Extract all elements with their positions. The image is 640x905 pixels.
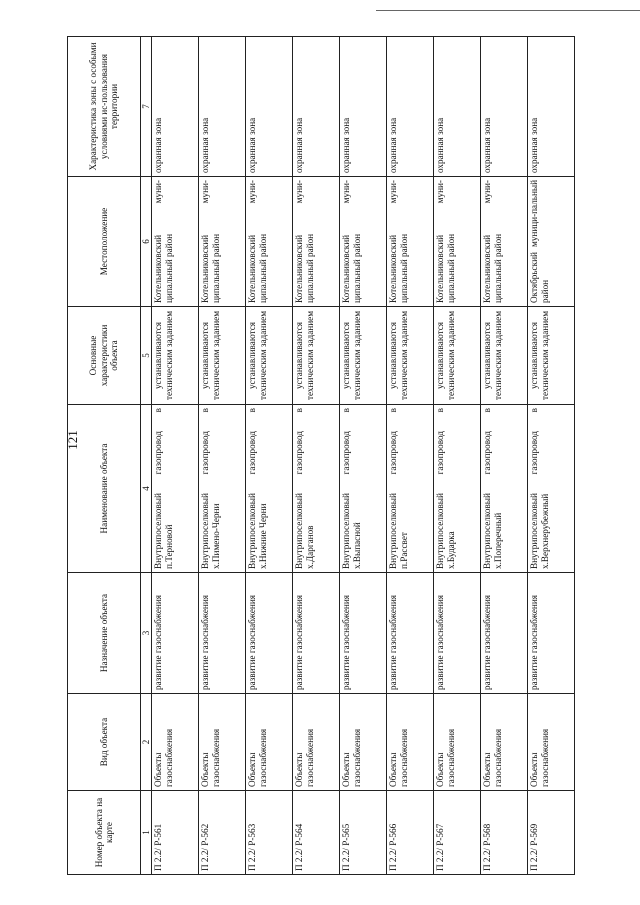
zone-characteristic: охранная зона: [293, 37, 340, 177]
object-number: П 2.2/ Р-565: [340, 791, 387, 875]
object-number: П 2.2/ Р-561: [152, 791, 199, 875]
object-kind: Объекты газоснабжения: [246, 694, 293, 791]
object-purpose: развитие газоснабжения: [481, 573, 528, 694]
header-zone: Характеристика зоны с особыми условиями ис-пользования территории: [68, 37, 141, 177]
object-kind: Объекты газоснабжения: [387, 694, 434, 791]
object-characteristics: устанавливаются техническим заданием: [152, 307, 199, 405]
zone-characteristic: охранная зона: [340, 37, 387, 177]
column-number: 7: [141, 37, 152, 177]
object-number: П 2.2/ Р-564: [293, 791, 340, 875]
column-number: 1: [141, 791, 152, 875]
object-characteristics: устанавливаются техническим заданием: [340, 307, 387, 405]
table-row: [340, 37, 387, 875]
object-purpose: развитие газоснабжения: [152, 573, 199, 694]
object-kind: Объекты газоснабжения: [199, 694, 246, 791]
object-purpose: развитие газоснабжения: [434, 573, 481, 694]
object-name: [152, 405, 199, 573]
object-name-line1: Внутрипоселковый газопровод в: [294, 408, 305, 569]
table-row: [246, 37, 293, 875]
object-purpose: развитие газоснабжения: [293, 573, 340, 694]
table-row: [434, 37, 481, 875]
object-number: П 2.2/ Р-569: [528, 791, 575, 875]
object-name-line2: х.Нижние Черни: [257, 503, 268, 569]
column-number: 6: [141, 177, 152, 307]
header-object-kind: Вид объекта: [68, 694, 141, 791]
object-name-line2: х.Выпасной: [351, 522, 362, 569]
zone-characteristic: охранная зона: [528, 37, 575, 177]
object-name-line1: Внутрипоселковый газопровод в: [529, 408, 540, 569]
object-location: Котельниковский муни-ципальный район: [434, 177, 481, 307]
object-name: [246, 405, 293, 573]
object-purpose: развитие газоснабжения: [387, 573, 434, 694]
object-characteristics: устанавливаются техническим заданием: [246, 307, 293, 405]
object-location: Котельниковский муни-ципальный район: [246, 177, 293, 307]
header-object-number: Номер объекта на карте: [68, 791, 141, 875]
object-location: Котельниковский муни-ципальный район: [199, 177, 246, 307]
object-name-line1: Внутрипоселковый газопровод в: [341, 408, 352, 569]
object-characteristics: устанавливаются техническим заданием: [199, 307, 246, 405]
header-location: Местоположение: [68, 177, 141, 307]
object-location: Котельниковский муни-ципальный район: [481, 177, 528, 307]
object-kind: Объекты газоснабжения: [340, 694, 387, 791]
object-number: П 2.2/ Р-567: [434, 791, 481, 875]
table-row: [387, 37, 434, 875]
object-purpose: развитие газоснабжения: [340, 573, 387, 694]
objects-table: [67, 36, 575, 875]
object-name-line2: п.Рассвет: [398, 532, 409, 569]
object-kind: Объекты газоснабжения: [434, 694, 481, 791]
object-name-line2: х.Дарганов: [304, 525, 315, 569]
zone-characteristic: охранная зона: [434, 37, 481, 177]
table-row: [528, 37, 575, 875]
table-header-row: [68, 37, 141, 875]
header-object-characteristics: Основные характеристики объекта: [68, 307, 141, 405]
table-row: [481, 37, 528, 875]
object-kind: Объекты газоснабжения: [152, 694, 199, 791]
object-name: [199, 405, 246, 573]
object-characteristics: устанавливаются техническим заданием: [528, 307, 575, 405]
object-location: Котельниковский муни-ципальный район: [152, 177, 199, 307]
object-characteristics: устанавливаются техническим заданием: [293, 307, 340, 405]
object-name: [528, 405, 575, 573]
object-kind: Объекты газоснабжения: [293, 694, 340, 791]
object-name-line2: х.Поперечный: [492, 512, 503, 569]
object-name-line2: х.Пимено-Черни: [210, 503, 221, 569]
zone-characteristic: охранная зона: [481, 37, 528, 177]
object-name: [340, 405, 387, 573]
object-name-line1: Внутрипоселковый газопровод в: [435, 408, 446, 569]
column-number: 4: [141, 405, 152, 573]
object-number: П 2.2/ Р-566: [387, 791, 434, 875]
object-name-line1: Внутрипоселковый газопровод в: [200, 408, 211, 569]
zone-characteristic: охранная зона: [152, 37, 199, 177]
object-characteristics: устанавливаются техническим заданием: [434, 307, 481, 405]
column-number: 3: [141, 573, 152, 694]
object-kind: Объекты газоснабжения: [481, 694, 528, 791]
page-number: 121: [65, 430, 80, 450]
header-object-name: Наименование объекта: [68, 405, 141, 573]
object-name-line1: Внутрипоселковый газопровод в: [247, 408, 258, 569]
top-rule: [376, 10, 640, 11]
object-purpose: развитие газоснабжения: [528, 573, 575, 694]
header-object-purpose: Назначение объекта: [68, 573, 141, 694]
object-location: Котельниковский муни-ципальный район: [340, 177, 387, 307]
object-name: [293, 405, 340, 573]
object-characteristics: устанавливаются техническим заданием: [387, 307, 434, 405]
object-location: Котельниковский муни-ципальный район: [293, 177, 340, 307]
zone-characteristic: охранная зона: [199, 37, 246, 177]
object-kind: Объекты газоснабжения: [528, 694, 575, 791]
object-number: П 2.2/ Р-568: [481, 791, 528, 875]
table-row: [152, 37, 199, 875]
object-name-line1: Внутрипоселковый газопровод в: [153, 408, 164, 569]
object-name-line2: х.Верхнерубежный: [539, 493, 550, 569]
object-name-line1: Внутрипоселковый газопровод в: [482, 408, 493, 569]
column-number-row: [141, 37, 152, 875]
column-number: 2: [141, 694, 152, 791]
object-purpose: развитие газоснабжения: [199, 573, 246, 694]
object-location: Октябрьский муници-пальный район: [528, 177, 575, 307]
zone-characteristic: охранная зона: [246, 37, 293, 177]
object-name: [481, 405, 528, 573]
object-number: П 2.2/ Р-562: [199, 791, 246, 875]
object-number: П 2.2/ Р-563: [246, 791, 293, 875]
object-purpose: развитие газоснабжения: [246, 573, 293, 694]
object-name-line1: Внутрипоселковый газопровод в: [388, 408, 399, 569]
table-body: [152, 37, 575, 875]
table-row: [199, 37, 246, 875]
object-name-line2: п.Терновой: [163, 524, 174, 569]
rotated-table-container: [67, 37, 577, 875]
object-name-line2: х.Бударка: [445, 531, 456, 569]
object-characteristics: устанавливаются техническим заданием: [481, 307, 528, 405]
column-number: 5: [141, 307, 152, 405]
zone-characteristic: охранная зона: [387, 37, 434, 177]
object-location: Котельниковский муни-ципальный район: [387, 177, 434, 307]
object-name: [387, 405, 434, 573]
table-row: [293, 37, 340, 875]
object-name: [434, 405, 481, 573]
